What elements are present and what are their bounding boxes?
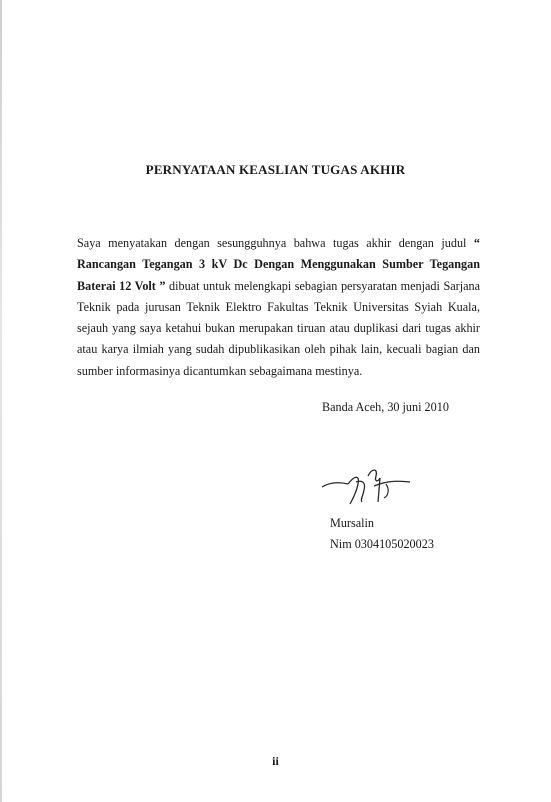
scan-edge [0,0,2,802]
place-date: Banda Aceh, 30 juni 2010 [322,400,449,414]
statement-paragraph [77,233,480,382]
statement-intro: Saya menyatakan dengan sesungguhnya bahwa tugas akhir dengan judul [77,236,467,250]
thesis-title: “ Rancangan Tegangan 3 kV Dc Dengan Menggunakan Sumber Tegangan Baterai 12 Volt ” [77,236,481,293]
signer-nim: Nim 0304105020023 [330,537,434,551]
document-title: PERNYATAAN KEASLIAN TUGAS AKHIR [145,162,406,177]
statement-rest: dibuat untuk melengkapi sebagian persyaratan menjadi Sarjana Teknik pada jurusan Teknik Elektro Fakultas Teknik Universitas Syiah Kuala, sejauh yang saya ketahui bukan merupakan tiruan atau duplikasi dari tugas akhir atau karya ilmiah yang sudah dipublikasikan oleh pihak lain, kecuali bagian dan sumber informasinya dicantumkan sebagaimana mestinya. [77,278,480,378]
page-number: ii [272,754,279,768]
handwritten-signature [318,460,418,512]
signer-name: Mursalin [330,516,375,530]
